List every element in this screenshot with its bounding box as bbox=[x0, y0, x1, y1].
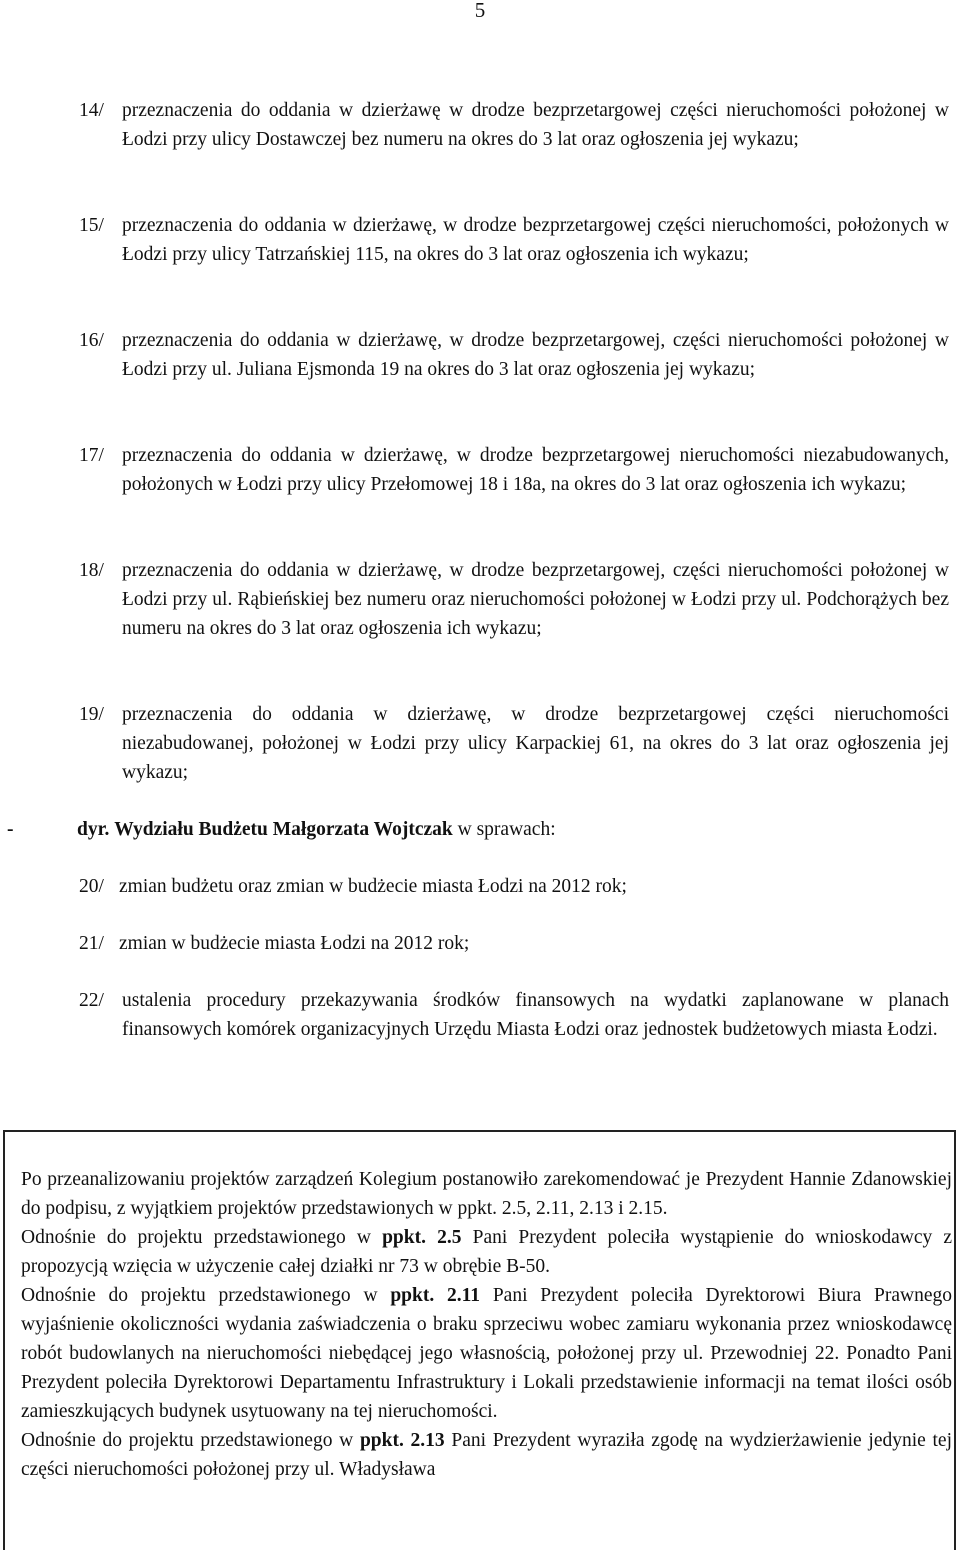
paragraph-ref: ppkt. 2.13 bbox=[359, 1430, 445, 1451]
paragraph-ref: ppkt. 2.5 bbox=[382, 1227, 462, 1248]
item-text: zmian w budżecie miasta Łodzi na 2012 rok; bbox=[119, 933, 470, 954]
paragraph-text: Pani Prezydent poleciła wystąpienie do wnioskodawcy z propozycją wzięcia w użyczenie całej działki nr 73 w obrębie B-50. bbox=[21, 1227, 953, 1277]
item-number: 19/ bbox=[79, 704, 104, 725]
item-text: przeznaczenia do oddania w dzierżawę, w drodze bezprzetargowej, części nieruchomości położonej w Łodzi przy ul. Juliana Ejsmonda 19 na okres do 3 lat oraz ogłoszenia jej wykazu; bbox=[122, 330, 949, 380]
item-text: ustalenia procedury przekazywania środków finansowych na wydatki zaplanowane w planach finansowych komórek organizacyjnych Urzędu Miasta Łodzi oraz jednostek budżetowych miasta Łodzi. bbox=[122, 990, 949, 1040]
item-number: 16/ bbox=[79, 330, 104, 351]
speaker-name: Wydziału Budżetu Małgorzata Wojtczak bbox=[114, 819, 453, 840]
paragraph-text: Pani Prezydent poleciła Dyrektorowi Biura Prawnego wyjaśnienie okoliczności wydania zaświadczenia o braku sprzeciwu wobec zamiaru wykonania przez wnioskodawcę robót budowlanych na nieruchomości niebędącej jego własnością, położonej przy ul. Przewodniej 22. Ponadto Pani Prezydent poleciła Dyrektorowi Departamentu Infrastruktury i Lokali przedstawienie informacji na temat ilości osób zamieszkujących budynek usytuowany na tej nieruchomości. bbox=[21, 1285, 953, 1422]
list-item-14 bbox=[79, 96, 949, 154]
item-number: 17/ bbox=[79, 445, 104, 466]
dash-bullet: - bbox=[7, 819, 14, 840]
summary-intro: Po przeanalizowaniu projektów zarządzeń Kolegium postanowiło zarekomendować je Prezydent Hannie Zdanowskiej do podpisu, z wyjątkiem projektów przedstawionych w ppkt. 2.5, 2.11, 2.13 i 2.15. bbox=[21, 1169, 952, 1219]
speaker-title: dyr. bbox=[77, 819, 110, 840]
list-item-15 bbox=[79, 211, 949, 269]
summary-paragraph-2-5 bbox=[21, 1223, 952, 1281]
paragraph-text: Pani Prezydent wyraziła zgodę na wydzierżawienie jedynie tej części nieruchomości położonej przy ul. Władysława bbox=[21, 1430, 952, 1480]
paragraph-lead: Odnośnie do projektu przedstawionego w bbox=[21, 1430, 354, 1451]
item-text: przeznaczenia do oddania w dzierżawę, w drodze bezprzetargowej części nieruchomości, położonych w Łodzi przy ulicy Tatrzańskiej 115, na okres do 3 lat oraz ogłoszenia ich wykazu; bbox=[122, 215, 949, 265]
list-item-17 bbox=[79, 441, 949, 499]
item-number: 18/ bbox=[79, 560, 104, 581]
item-text: przeznaczenia do oddania w dzierżawę w drodze bezprzetargowej części nieruchomości położonej w Łodzi przy ulicy Dostawczej bez numeru na okres do 3 lat oraz ogłoszenia jej wykazu; bbox=[122, 100, 949, 150]
decision-summary-text bbox=[21, 1165, 952, 1484]
item-number: 21/ bbox=[79, 933, 104, 954]
item-number: 22/ bbox=[79, 990, 104, 1011]
item-number: 14/ bbox=[79, 100, 104, 121]
paragraph-ref: ppkt. 2.11 bbox=[390, 1285, 481, 1306]
decision-summary-box bbox=[3, 1130, 956, 1550]
speaker-line bbox=[7, 815, 556, 844]
list-item-22 bbox=[79, 986, 949, 1044]
item-text: przeznaczenia do oddania w dzierżawę, w drodze bezprzetargowej, części nieruchomości położonej w Łodzi przy ul. Rąbieńskiej bez numeru oraz nieruchomości położonej w Łodzi przy ul. Podchorążych bez numeru na okres do 3 lat oraz ogłoszenia ich wykazu; bbox=[122, 560, 949, 639]
page-number: 5 bbox=[474, 0, 486, 22]
item-text: przeznaczenia do oddania w dzierżawę, w drodze bezprzetargowej części nieruchomości niezabudowanej, położonej w Łodzi przy ulicy Karpackiej 61, na okres do 3 lat oraz ogłoszenia jej wykazu; bbox=[122, 704, 949, 783]
item-number: 15/ bbox=[79, 215, 104, 236]
list-item-19 bbox=[79, 700, 949, 787]
summary-paragraph-2-13 bbox=[21, 1426, 952, 1484]
paragraph-lead: Odnośnie do projektu przedstawionego w bbox=[21, 1285, 378, 1306]
speaker-suffix: w sprawach: bbox=[457, 819, 556, 840]
list-item-16 bbox=[79, 326, 949, 384]
list-item-20 bbox=[79, 872, 949, 901]
paragraph-lead: Odnośnie do projektu przedstawionego w bbox=[21, 1227, 371, 1248]
list-item-21 bbox=[79, 929, 949, 958]
item-text: przeznaczenia do oddania w dzierżawę, w drodze bezprzetargowej nieruchomości niezabudowanych, położonych w Łodzi przy ulicy Przełomowej 18 i 18a, na okres do 3 lat oraz ogłoszenia ich wykazu; bbox=[122, 445, 949, 495]
item-text: zmian budżetu oraz zmian w budżecie miasta Łodzi na 2012 rok; bbox=[119, 876, 627, 897]
list-item-18 bbox=[79, 556, 949, 643]
summary-paragraph-2-11 bbox=[21, 1281, 952, 1426]
item-number: 20/ bbox=[79, 876, 104, 897]
